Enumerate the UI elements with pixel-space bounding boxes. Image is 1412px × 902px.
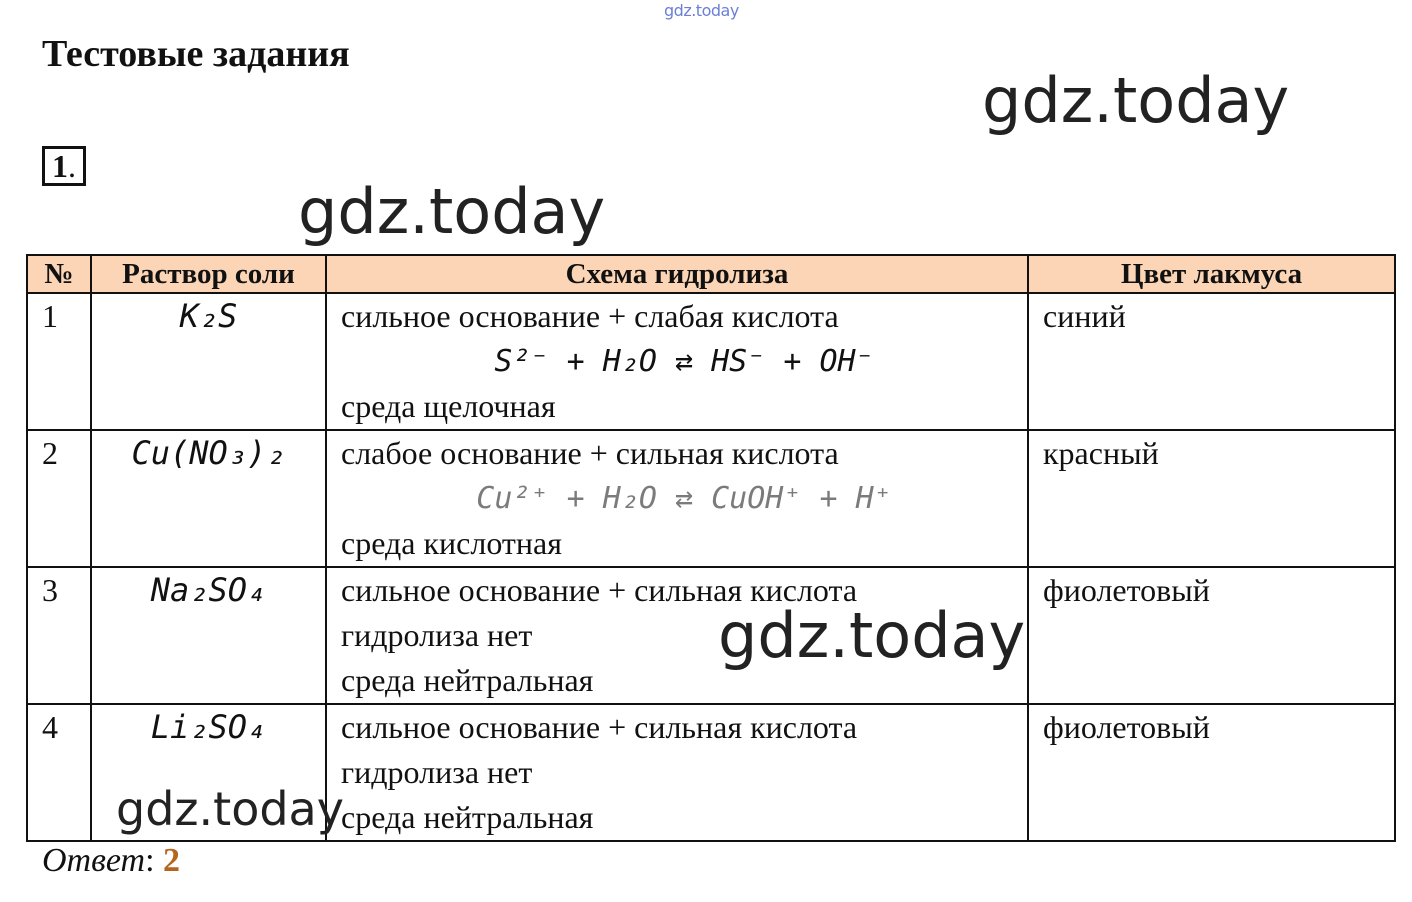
watermark-top: gdz.today [664,1,739,20]
scheme-text: сильное основание + сильная кислота [341,572,858,608]
table-row [27,430,1395,567]
task-number: 1 [52,148,68,184]
medium-text: среда нейтральная [341,662,594,698]
watermark: gdz.today [116,782,344,836]
hydrolysis-scheme [326,704,1028,841]
scheme-text: сильное основание + слабая кислота [341,298,839,334]
medium-text: среда щелочная [341,388,556,424]
watermark: gdz.today [982,64,1290,137]
answer-label: Ответ [42,842,146,879]
header-number: № [27,255,91,293]
task-number-dot: . [68,148,76,184]
row-number: 2 [27,430,91,567]
medium-text: среда кислотная [341,525,562,561]
table-row [27,567,1395,704]
hydrolysis-scheme [326,293,1028,430]
header-scheme: Схема гидролиза [326,255,1028,293]
watermark: gdz.today [718,599,1026,672]
salt-formula: K₂S [91,293,326,430]
table-row [27,293,1395,430]
salt-formula: Cu(NO₃)₂ [91,430,326,567]
hydrolysis-note: гидролиза нет [341,754,533,790]
task-number-box [42,146,86,186]
page-title: Тестовые задания [42,33,350,75]
litmus-color: красный [1028,430,1395,567]
hydrolysis-table [26,254,1396,842]
row-number: 3 [27,567,91,704]
hydrolysis-equation: Cu²⁺ + H₂O ⇄ CuOH⁺ + H⁺ [476,481,892,516]
scheme-text: слабое основание + сильная кислота [341,435,839,471]
answer-value: 2 [163,842,181,879]
table-header-row [27,255,1395,293]
hydrolysis-equation: S²⁻ + H₂O ⇄ HS⁻ + OH⁻ [494,344,874,379]
header-salt: Раствор соли [91,255,326,293]
litmus-color: фиолетовый [1028,704,1395,841]
answer [42,842,180,880]
hydrolysis-scheme [326,430,1028,567]
litmus-color: синий [1028,293,1395,430]
row-number: 4 [27,704,91,841]
scheme-text: сильное основание + сильная кислота [341,709,858,745]
medium-text: среда нейтральная [341,799,594,835]
litmus-color: фиолетовый [1028,567,1395,704]
row-number: 1 [27,293,91,430]
watermark: gdz.today [298,175,606,248]
hydrolysis-note: гидролиза нет [341,617,533,653]
salt-formula: Li₂SO₄ [91,704,326,841]
salt-formula: Na₂SO₄ [91,567,326,704]
answer-separator: : [145,842,164,879]
header-litmus: Цвет лакмуса [1028,255,1395,293]
